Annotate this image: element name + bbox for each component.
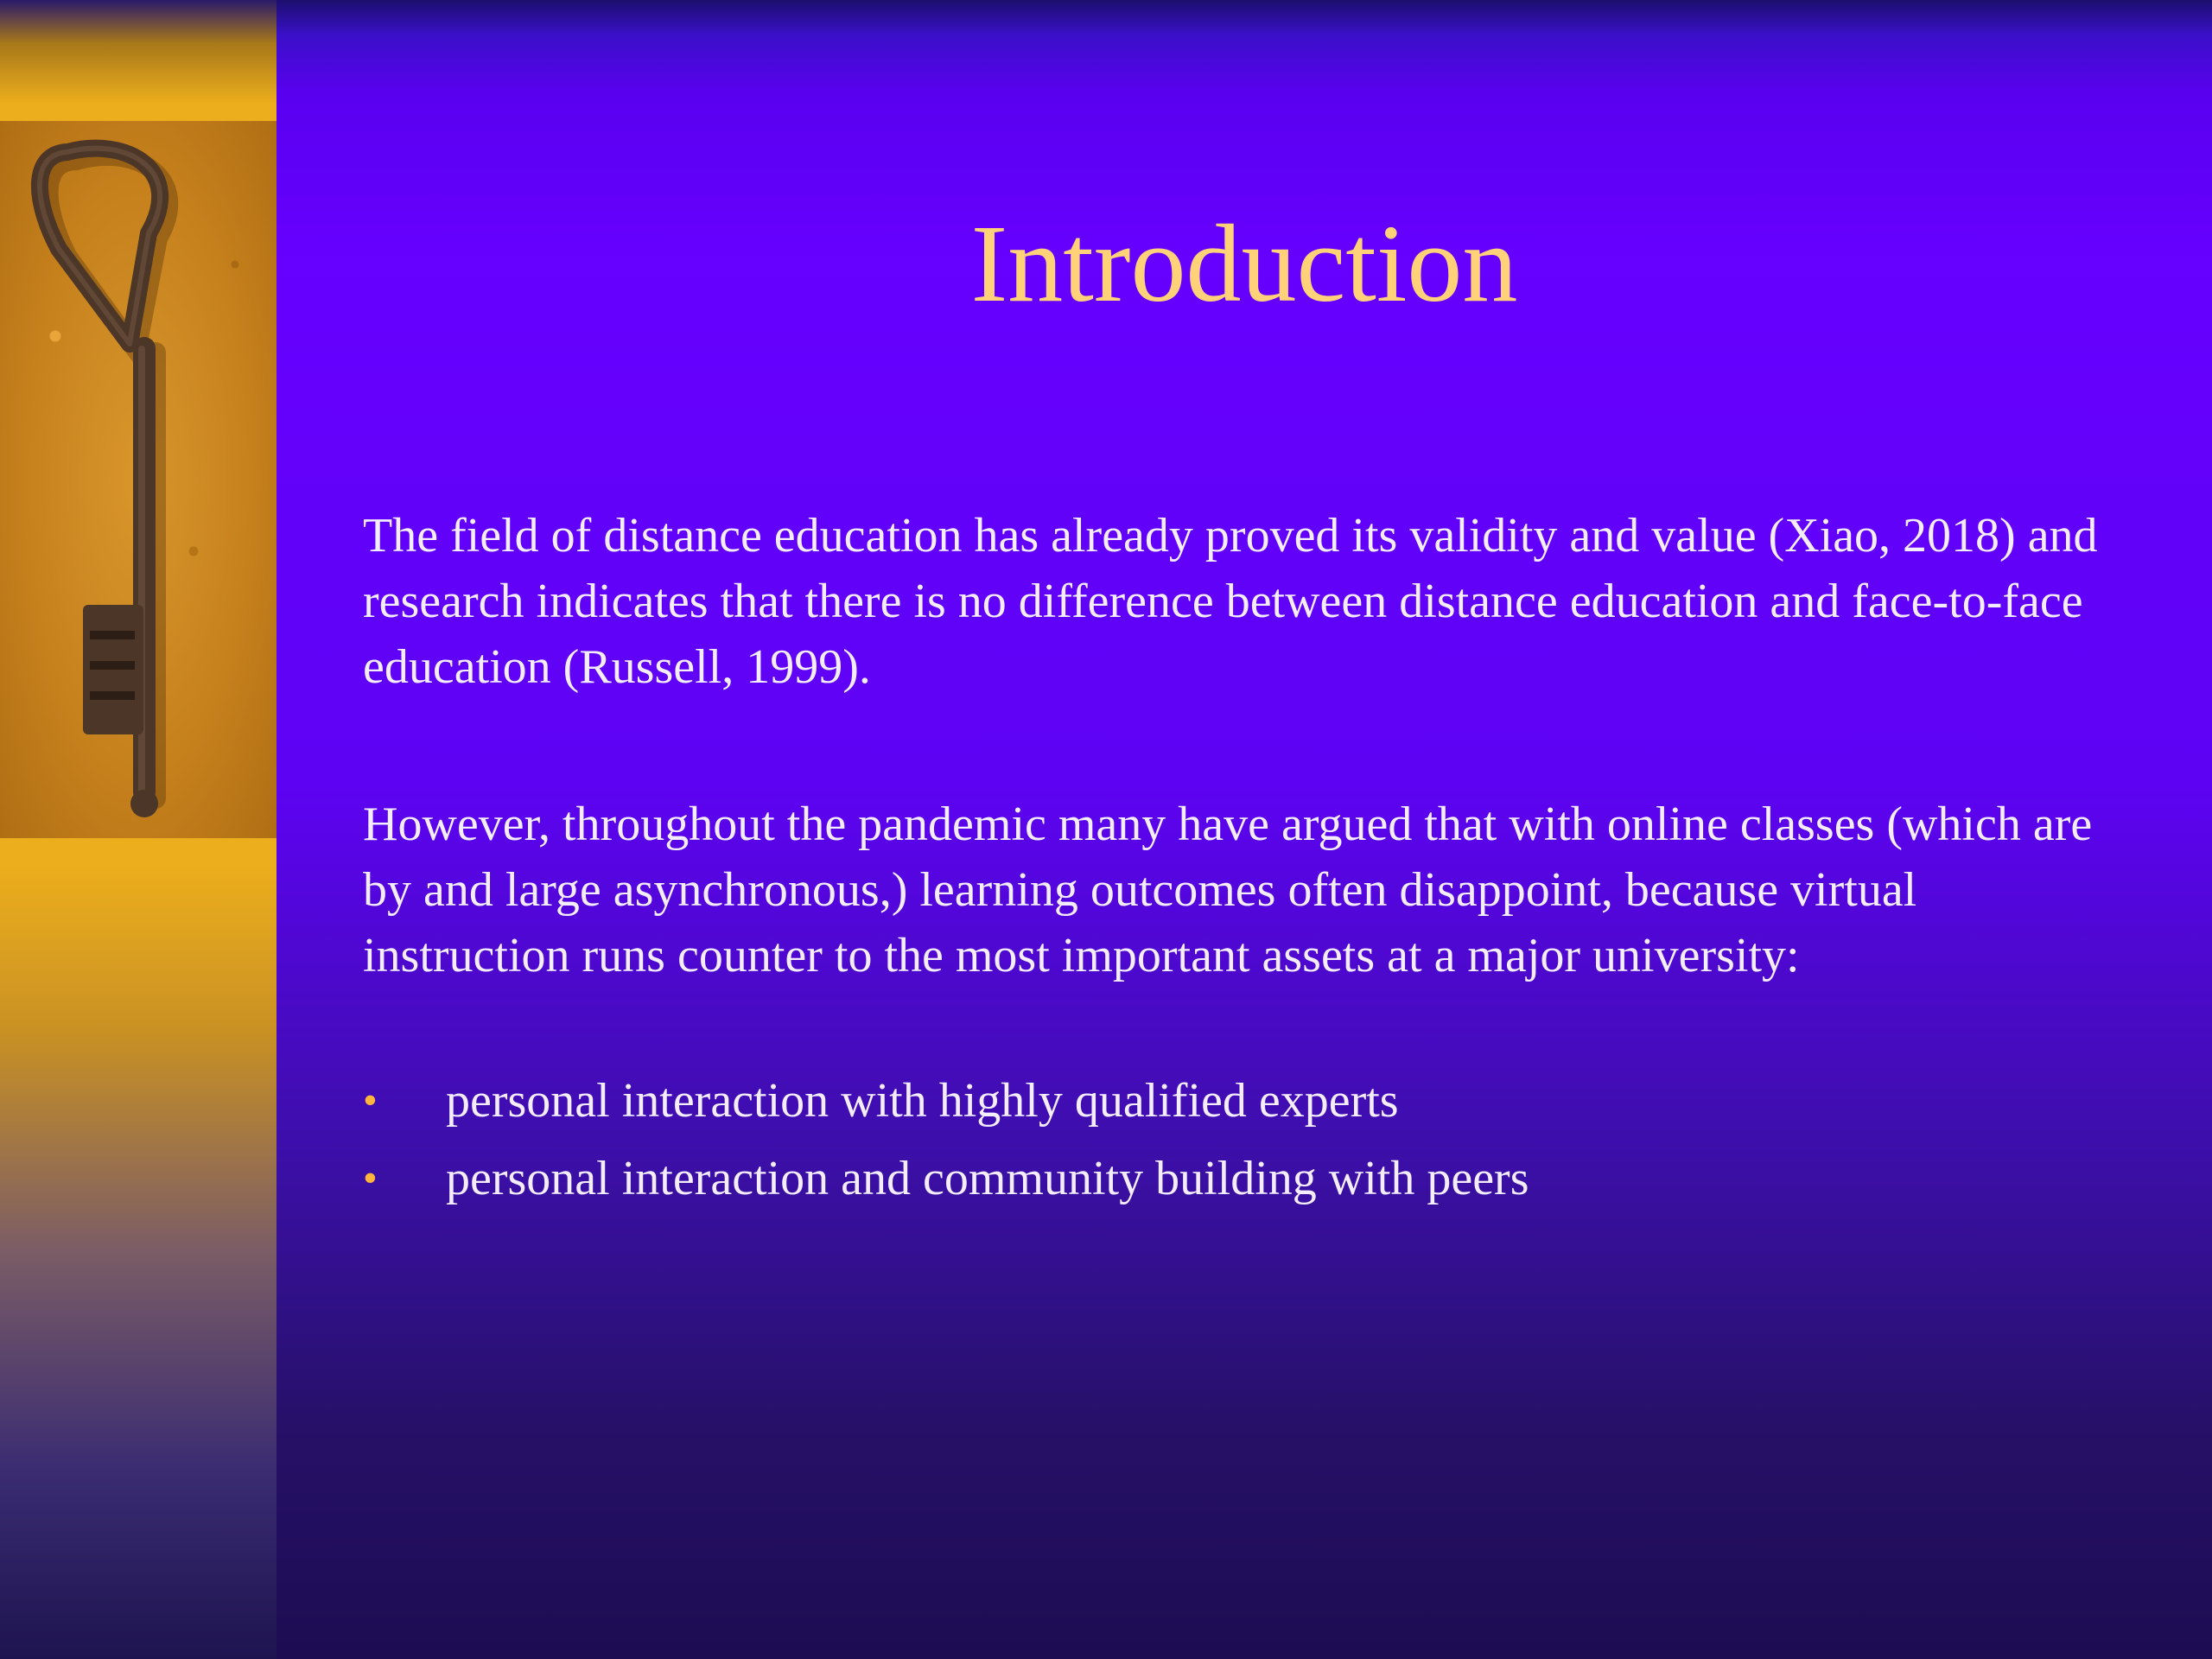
key-photo [0, 121, 276, 838]
bullet-list [363, 1068, 2126, 1224]
bullet-text: personal interaction and community building with peers [446, 1152, 1529, 1205]
slide-title: Introduction [970, 202, 1518, 325]
bullet-icon: • [363, 1077, 378, 1123]
bullet-icon: • [363, 1155, 378, 1201]
bullet-text: personal interaction with highly qualified experts [446, 1074, 1399, 1128]
paragraph-distance-education: The field of distance education has already proved its validity and value (Xiao, 2018) and research indicates that there is no difference between distance education and face-to-face education (Russell, 1999). [363, 509, 2098, 694]
list-item [363, 1146, 2126, 1211]
list-item [363, 1068, 2126, 1134]
old-key-icon [0, 121, 276, 838]
paragraph-pandemic: However, throughout the pandemic many have argued that with online classes (which are by and large asynchronous,) learning outcomes often disappoint, because virtual instruction runs counter to the most important assets at a major university: [363, 798, 2093, 982]
